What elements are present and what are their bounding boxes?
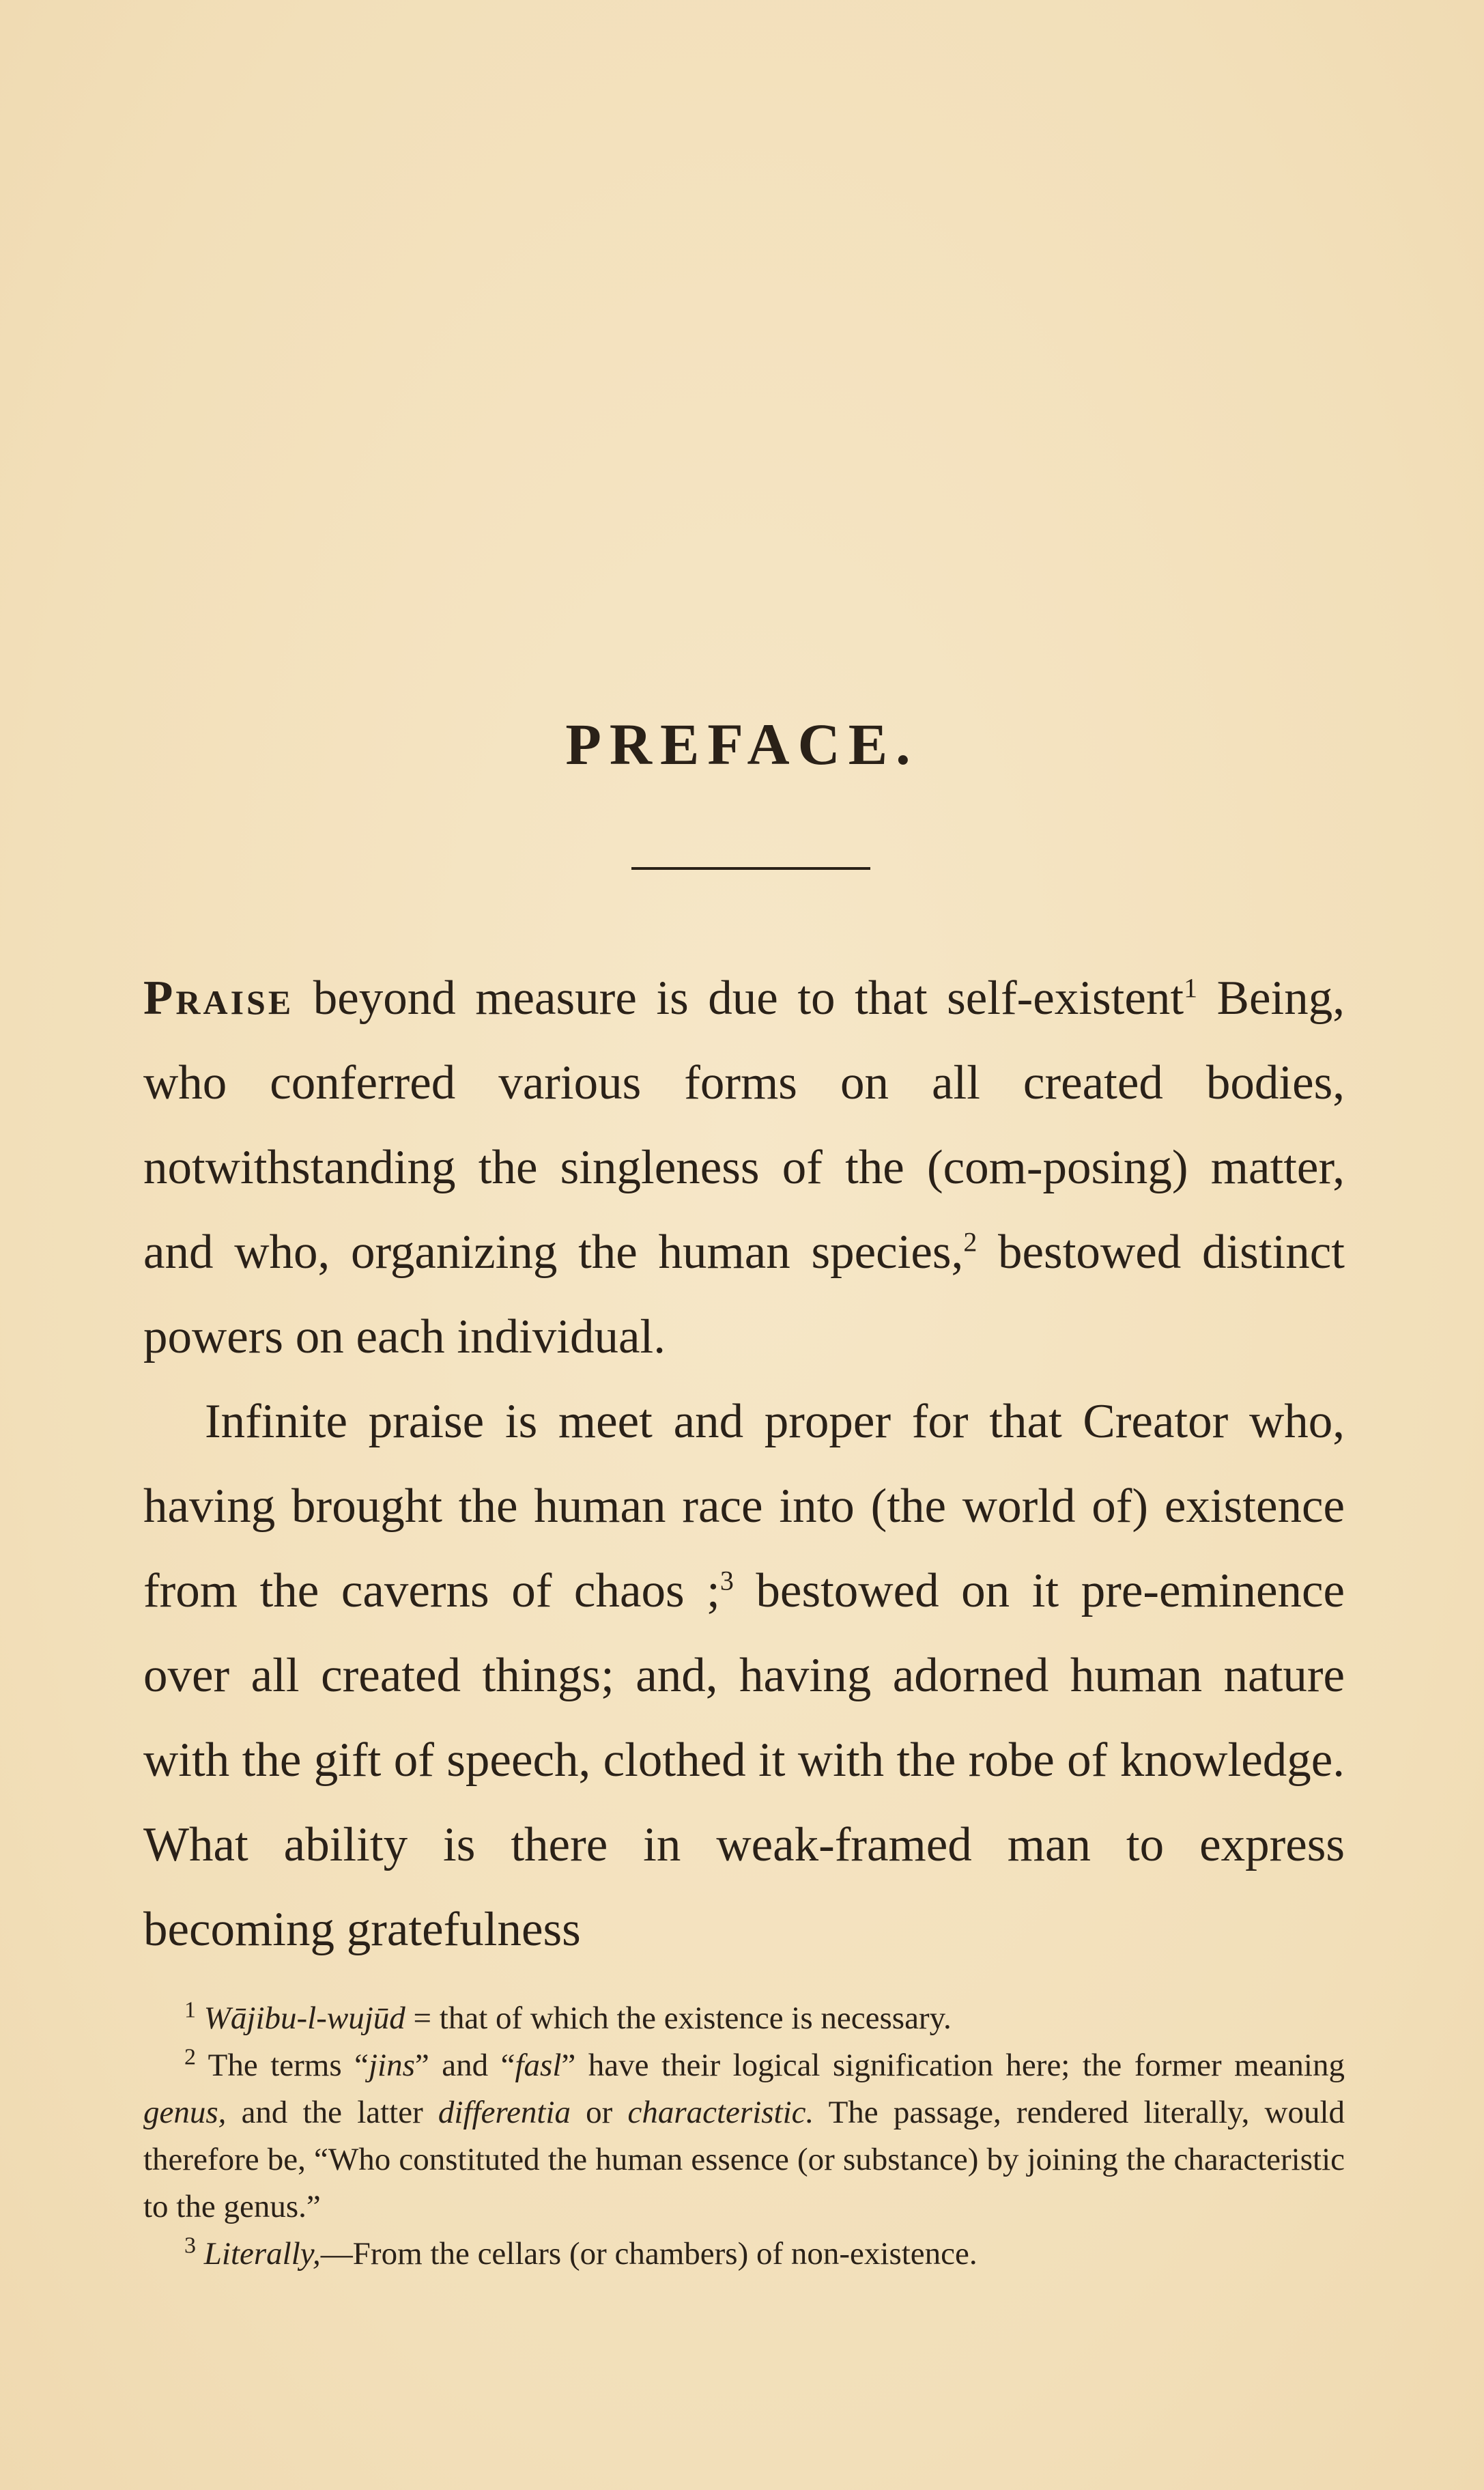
- page-title: PREFACE.: [565, 711, 919, 777]
- footnote-2-text-e: or: [570, 2095, 628, 2130]
- footnote-2-fasl: fasl: [515, 2048, 562, 2083]
- preface-body: [143, 956, 1345, 1972]
- footnotes: [143, 1995, 1345, 2278]
- paragraph-1: [143, 956, 1345, 1379]
- footnote-ref-1: 1: [1184, 972, 1198, 1004]
- title-rule: [631, 867, 870, 870]
- footnote-2-differentia: differentia: [438, 2095, 571, 2130]
- footnote-2-number: 2: [184, 2044, 196, 2070]
- footnote-1-number: 1: [184, 1997, 196, 2023]
- footnote-2-text-f: The passage, rendered literally, would therefore be, “Who constituted the human essence (or substance) by joining the characteristic to the genus.”: [143, 2095, 1345, 2224]
- footnote-2-characteristic: characteristic.: [627, 2095, 814, 2130]
- footnote-2-text-d: and the latter: [226, 2095, 438, 2130]
- footnote-3-text: —From the cellars (or chambers) of non-existence.: [320, 2236, 978, 2272]
- footnote-2-jins: jins: [368, 2048, 415, 2083]
- lead-word: Praise: [143, 972, 294, 1025]
- footnote-2-text-a: The terms “: [196, 2048, 369, 2083]
- footnote-1-text: = that of which the existence is necessary.: [405, 2000, 952, 2036]
- footnote-2-text-b: ” and “: [414, 2048, 515, 2083]
- p1-text-c: bestowed distinct powers on each individual.: [143, 1226, 1345, 1363]
- p2-text-b: bestowed on it pre-eminence over all created things; and, having adorned human nature with the gift of speech, clothed it with the robe of knowledge. What ability is there in weak-framed man to express becoming gratefulness: [143, 1564, 1345, 1956]
- footnote-1-term: Wājibu-l-wujūd: [203, 2000, 405, 2036]
- footnote-ref-3: 3: [719, 1565, 734, 1596]
- footnote-3: [143, 2231, 1345, 2278]
- footnote-1: [143, 1995, 1345, 2042]
- p1-text-a: beyond measure is due to that self-existent: [294, 972, 1184, 1025]
- footnote-2: [143, 2042, 1345, 2231]
- footnote-ref-2: 2: [963, 1226, 978, 1258]
- p2-text-a: Infinite praise is meet and proper for that Creator who, having brought the human race into (the world of) existence from the caverns of chaos ;: [143, 1395, 1345, 1617]
- footnote-2-text-c: ” have their logical signification here; the former meaning: [561, 2048, 1345, 2083]
- footnote-3-literally: Literally,: [203, 2236, 321, 2272]
- footnote-3-number: 3: [184, 2233, 196, 2259]
- footnote-2-genus: genus,: [143, 2095, 227, 2130]
- p1-text-b: Being, who conferred various forms on all created bodies, notwithstanding the singleness of the (com-posing) matter, and who, organizing the human species,: [143, 972, 1345, 1279]
- paragraph-2: [143, 1379, 1345, 1972]
